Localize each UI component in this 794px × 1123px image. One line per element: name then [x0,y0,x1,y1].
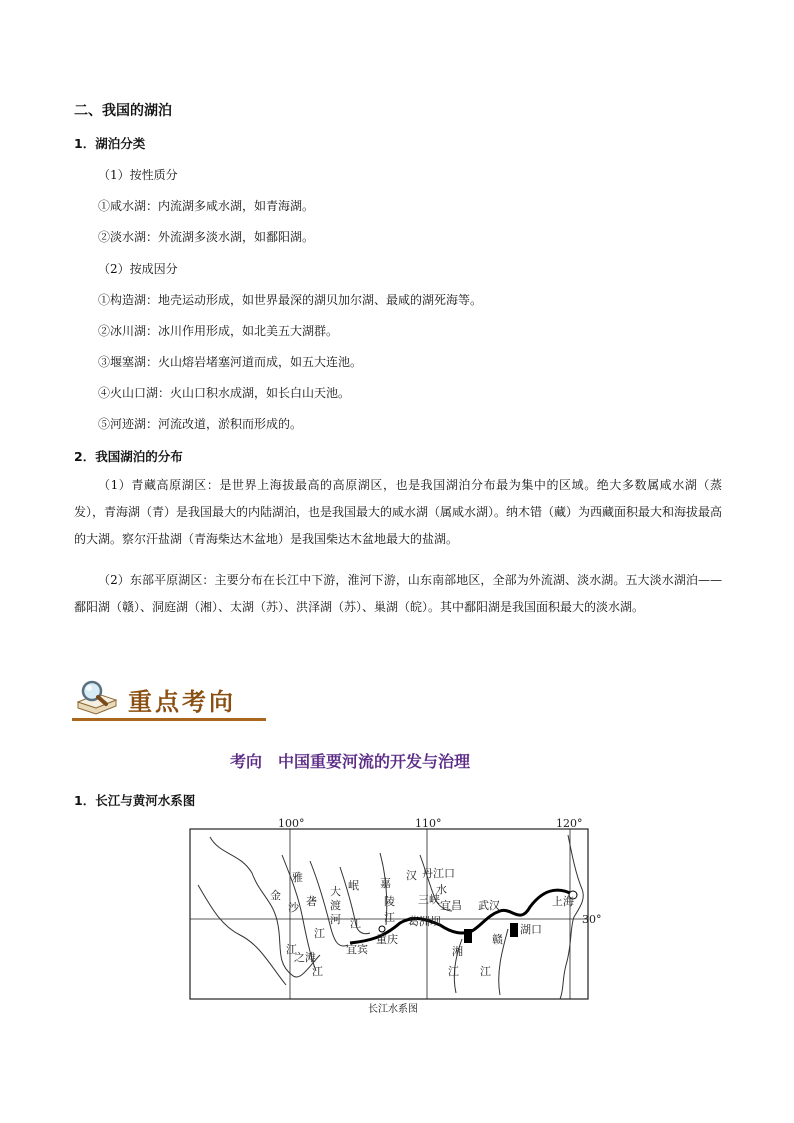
list-item: ⑤河迹湖：河流改道，淤积而形成的。 [98,417,303,431]
paragraph-eastern-plain: （2）东部平原湖区：主要分布在长江中下游，淮河下游，山东南部地区，全部为外流湖、淡水湖。五大淡水湖泊——鄱阳湖（赣）、洞庭湖（湘）、太湖（苏）、洪泽湖（苏）、巢湖（皖）。其中鄱阳湖是我国面积最大的淡水湖。 [74,573,722,614]
by-origin-label: （2）按成因分 [98,262,178,276]
map-place-label: 江 [350,917,361,930]
map-place-label: 水 [436,883,447,896]
map-place-label: 之滩 [294,951,316,964]
map-place-label: 葛洲坝 [408,915,441,928]
banner-title: 重点考向 [128,688,236,716]
list-item: ①咸水湖：内流湖多咸水湖，如青海湖。 [98,199,315,213]
section-title: 考向 中国重要河流的开发与治理 [230,752,471,771]
map-place-label: 雅 [292,871,303,884]
map-place-label: 陵 [384,895,395,908]
subheading-distribution: 2．我国湖泊的分布 [74,449,183,464]
map-place-label: 江 [286,943,297,956]
paragraph-qinghai-tibet: （1）青藏高原湖区：是世界上海拔最高的高原湖区，也是我国湖泊分布最为集中的区域。绝大多数属咸水湖（蒸发），青海湖（青）是我国最大的内陆湖泊，也是我国最大的咸水湖（属咸水湖）。纳木错（藏）为西藏面积最大和海拔最高的大湖。察尔汗盐湖（青海柴达木盆地）是我国柴达木盆地最大的盐湖。 [74,478,723,546]
map-place-label: 江 [448,965,459,978]
map-place-label: 江 [312,965,323,978]
lon-tick-label: 120° [556,817,583,830]
map-place-label: 湘 [452,945,463,958]
map-place-label: 砻 [306,895,317,908]
magnifier-book-icon [74,678,120,718]
map-place-label: 宜宾 [346,943,368,956]
map-caption: 长江水系图 [368,1004,418,1015]
map-place-label: 丹江口 [422,867,455,880]
subheading-classification: 1．湖泊分类 [74,136,146,151]
lon-tick-label: 110° [415,817,442,830]
by-nature-label: （1）按性质分 [98,168,178,182]
map-place-label: 江 [384,911,395,924]
map-place-label: 大 [330,885,341,898]
map-place-label: 赣 [492,933,503,946]
map-place-label: 嘉 [380,877,391,890]
map-place-label: 江 [480,965,491,978]
list-item: ③堰塞湖：火山熔岩堵塞河道而成，如五大连池。 [98,355,363,369]
lon-tick-label: 100° [278,817,305,830]
map-place-label: 岷 [348,879,359,892]
item-heading-map: 1．长江与黄河水系图 [74,793,196,808]
map-place-label: 沙 [288,901,299,914]
lat-tick-label: 30° [582,913,602,926]
map-place-label: 金 [270,889,281,902]
map-place-label: 宜昌 [440,899,462,912]
map-place-label: 三峡 [418,893,440,906]
banner-underline [72,718,266,721]
list-item: ①构造湖：地壳运动形成，如世界最深的湖贝加尔湖、最咸的湖死海等。 [98,293,483,307]
map-place-label: 重庆 [376,933,398,946]
map-place-label: 渡 [330,899,341,912]
map-place-label: 江 [314,927,325,940]
section-heading-lakes: 二、我国的湖泊 [74,103,172,119]
map-place-label: 汉 [406,869,417,882]
list-item: ④火山口湖：火山口积水成湖，如长白山天池。 [98,386,351,400]
map-place-label: 湖口 [520,923,542,936]
map-place-label: 河 [330,913,341,926]
map-place-label: 武汉 [478,899,500,912]
list-item: ②淡水湖：外流湖多淡水湖，如鄱阳湖。 [98,230,315,244]
map-place-label: 上海 [552,895,574,908]
yangtze-river-map [190,815,602,1015]
list-item: ②冰川湖：冰川作用形成，如北美五大湖群。 [98,324,339,338]
